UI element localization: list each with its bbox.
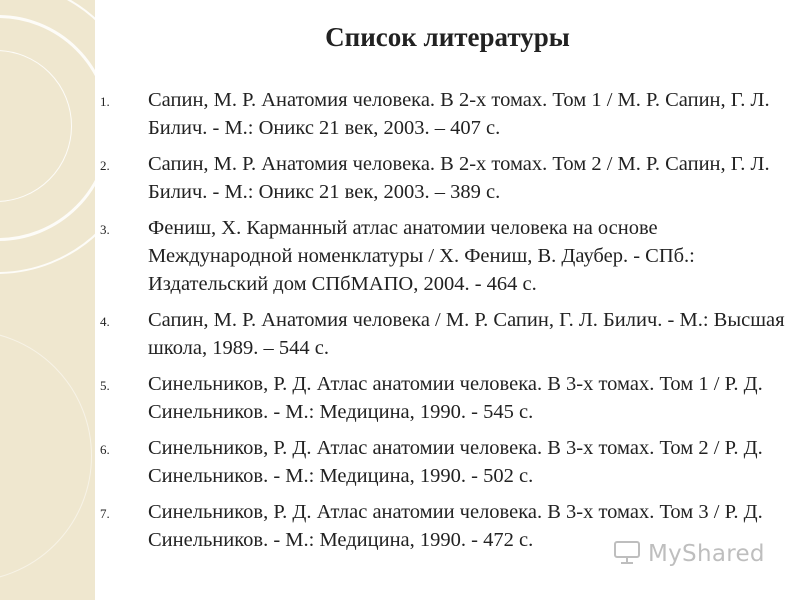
reference-number: 5. bbox=[100, 378, 110, 393]
slide-title: Список литературы bbox=[325, 22, 570, 52]
reference-number: 2. bbox=[100, 158, 110, 173]
reference-number: 6. bbox=[100, 442, 110, 457]
reference-item bbox=[100, 370, 790, 426]
reference-text: Синельников, Р. Д. Атлас анатомии человека. В 3-х томах. Том 3 / Р. Д. Синельников. - М.: Медицина, 1990. - 472 с. bbox=[148, 501, 763, 551]
reference-text: Сапин, М. Р. Анатомия человека. В 2-х томах. Том 2 / М. Р. Сапин, Г. Л. Билич. - М.: Оникс 21 век, 2003. – 389 с. bbox=[148, 153, 770, 203]
decorative-left-band bbox=[0, 0, 95, 600]
reference-item bbox=[100, 86, 790, 142]
reference-text: Синельников, Р. Д. Атлас анатомии человека. В 3-х томах. Том 1 / Р. Д. Синельников. - М.: Медицина, 1990. - 545 с. bbox=[148, 373, 763, 423]
reference-item bbox=[100, 150, 790, 206]
reference-text: Фениш, Х. Карманный атлас анатомии человека на основе Международной номенклатуры / Х. Фениш, В. Даубер. - СПб.: Издательский дом СПбМАПО, 2004. - 464 с. bbox=[148, 217, 695, 295]
reference-number: 3. bbox=[100, 222, 110, 237]
decorative-ring bbox=[0, 330, 92, 582]
reference-item bbox=[100, 306, 790, 362]
reference-number: 7. bbox=[100, 506, 110, 521]
watermark bbox=[612, 537, 765, 571]
reference-text: Синельников, Р. Д. Атлас анатомии человека. В 3-х томах. Том 2 / Р. Д. Синельников. - М.: Медицина, 1990. - 502 с. bbox=[148, 437, 763, 487]
reference-number: 4. bbox=[100, 314, 110, 329]
reference-item bbox=[100, 214, 790, 298]
reference-number: 1. bbox=[100, 94, 110, 109]
reference-item bbox=[100, 434, 790, 490]
presentation-screen-icon bbox=[612, 537, 642, 572]
reference-list bbox=[100, 86, 790, 562]
reference-text: Сапин, М. Р. Анатомия человека. В 2-х томах. Том 1 / М. Р. Сапин, Г. Л. Билич. - М.: Оникс 21 век, 2003. – 407 с. bbox=[148, 89, 770, 139]
watermark-text: MyShared bbox=[648, 541, 765, 567]
reference-text: Сапин, М. Р. Анатомия человека / М. Р. Сапин, Г. Л. Билич. - М.: Высшая школа, 1989. – 544 с. bbox=[148, 309, 785, 359]
